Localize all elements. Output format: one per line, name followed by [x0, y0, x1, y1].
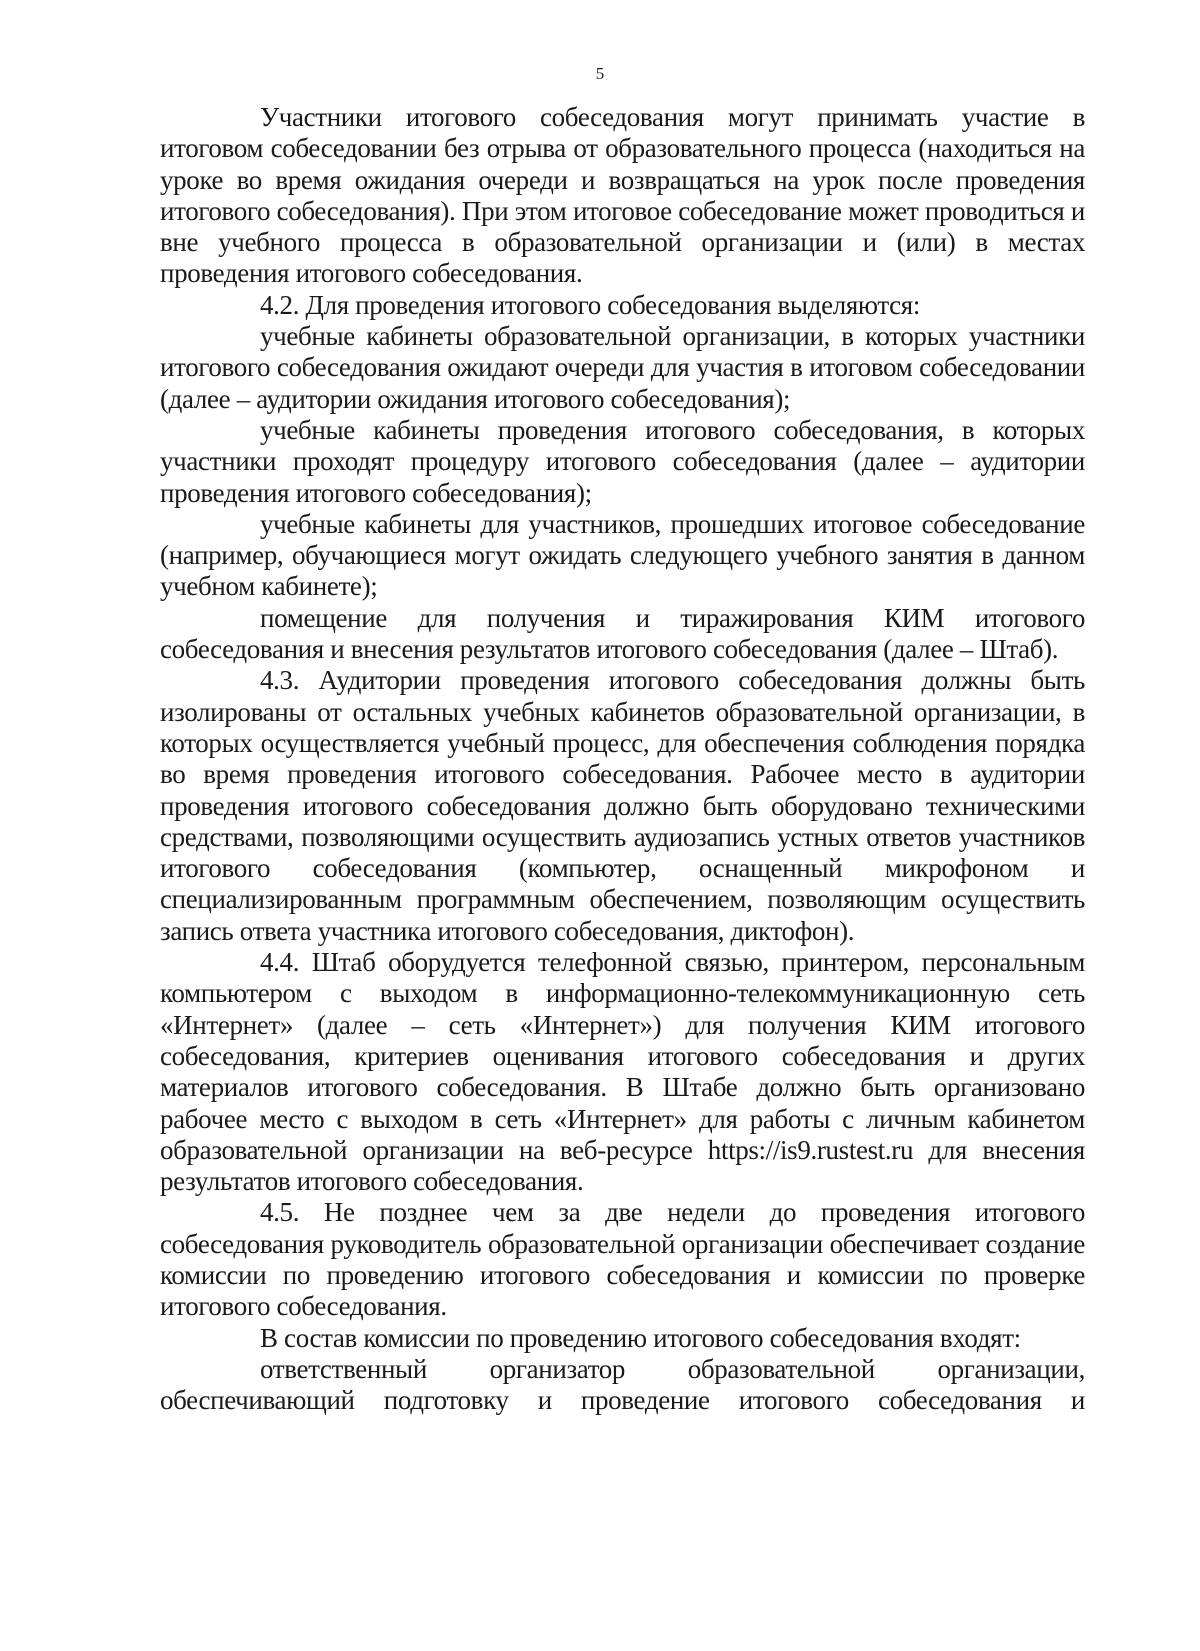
- paragraph-commission-composition: В состав комиссии по проведению итогового собеседования входят:: [260, 1322, 1021, 1353]
- list-item-exam-rooms: учебные кабинеты проведения итогового собеседования, в которых участники проходят процедуру итогового собеседования (далее – аудитории проведения итогового собеседования);: [160, 414, 1085, 508]
- paragraph-4-5: 4.5. Не позднее чем за две недели до проведения итогового собеседования руководитель образовательной организации обеспечивает создание комиссии по проведению итогового собеседования и комиссии по проверке итогового собеседования.: [160, 1197, 1085, 1322]
- paragraph-participants: Участники итогового собеседования могут принимать участие в итоговом собеседовании без отрыва от образовательного процесса (находиться на уроке во время ожидания очереди и возвращаться на урок после проведения итогового собеседования). При этом итоговое собеседование может проводиться и вне учебного процесса в образовательной организации и (или) в местах проведения итогового собеседования.: [160, 102, 1085, 289]
- paragraph-4-2: 4.2. Для проведения итогового собеседования выделяются:: [260, 289, 921, 320]
- list-item-responsible-organizer: ответственный организатор образовательной организации, обеспечивающий подготовку и проведение итогового собеседования и: [160, 1353, 1085, 1416]
- document-body: [160, 102, 1085, 1416]
- list-item-headquarters: помещение для получения и тиражирования КИМ итогового собеседования и внесения результатов итогового собеседования (далее – Штаб).: [160, 602, 1085, 665]
- page-number: 5: [595, 64, 605, 83]
- list-item-waiting-rooms: учебные кабинеты образовательной организации, в которых участники итогового собеседования ожидают очереди для участия в итоговом собеседовании (далее – аудитории ожидания итогового собеседования);: [160, 321, 1085, 414]
- paragraph-4-3: 4.3. Аудитории проведения итогового собеседования должны быть изолированы от остальных учебных кабинетов образовательной организации, в которых осуществляется учебный процесс, для обеспечения соблюдения порядка во время проведения итогового собеседования. Рабочее место в аудитории проведения итогового собеседования должно быть оборудовано техническими средствами, позволяющими осуществить аудиозапись устных ответов участников итогового собеседования (компьютер, оснащенный микрофоном и специализированным программным обеспечением, позволяющим осуществить запись ответа участника итогового собеседования, диктофон).: [160, 665, 1085, 946]
- paragraph-4-4: 4.4. Штаб оборудуется телефонной связью, принтером, персональным компьютером с выходом в информационно-телекоммуникационную сеть «Интернет» (далее – сеть «Интернет») для получения КИМ итогового собеседования, критериев оценивания итогового собеседования и других материалов итогового собеседования. В Штабе должно быть организовано рабочее место с выходом в сеть «Интернет» для работы с личным кабинетом образовательной организации на веб-ресурсе https://is9.rustest.ru для внесения результатов итогового собеседования.: [160, 947, 1085, 1197]
- list-item-finished-rooms: учебные кабинеты для участников, прошедших итоговое собеседование (например, обучающиеся могут ожидать следующего учебного занятия в данном учебном кабинете);: [160, 508, 1085, 602]
